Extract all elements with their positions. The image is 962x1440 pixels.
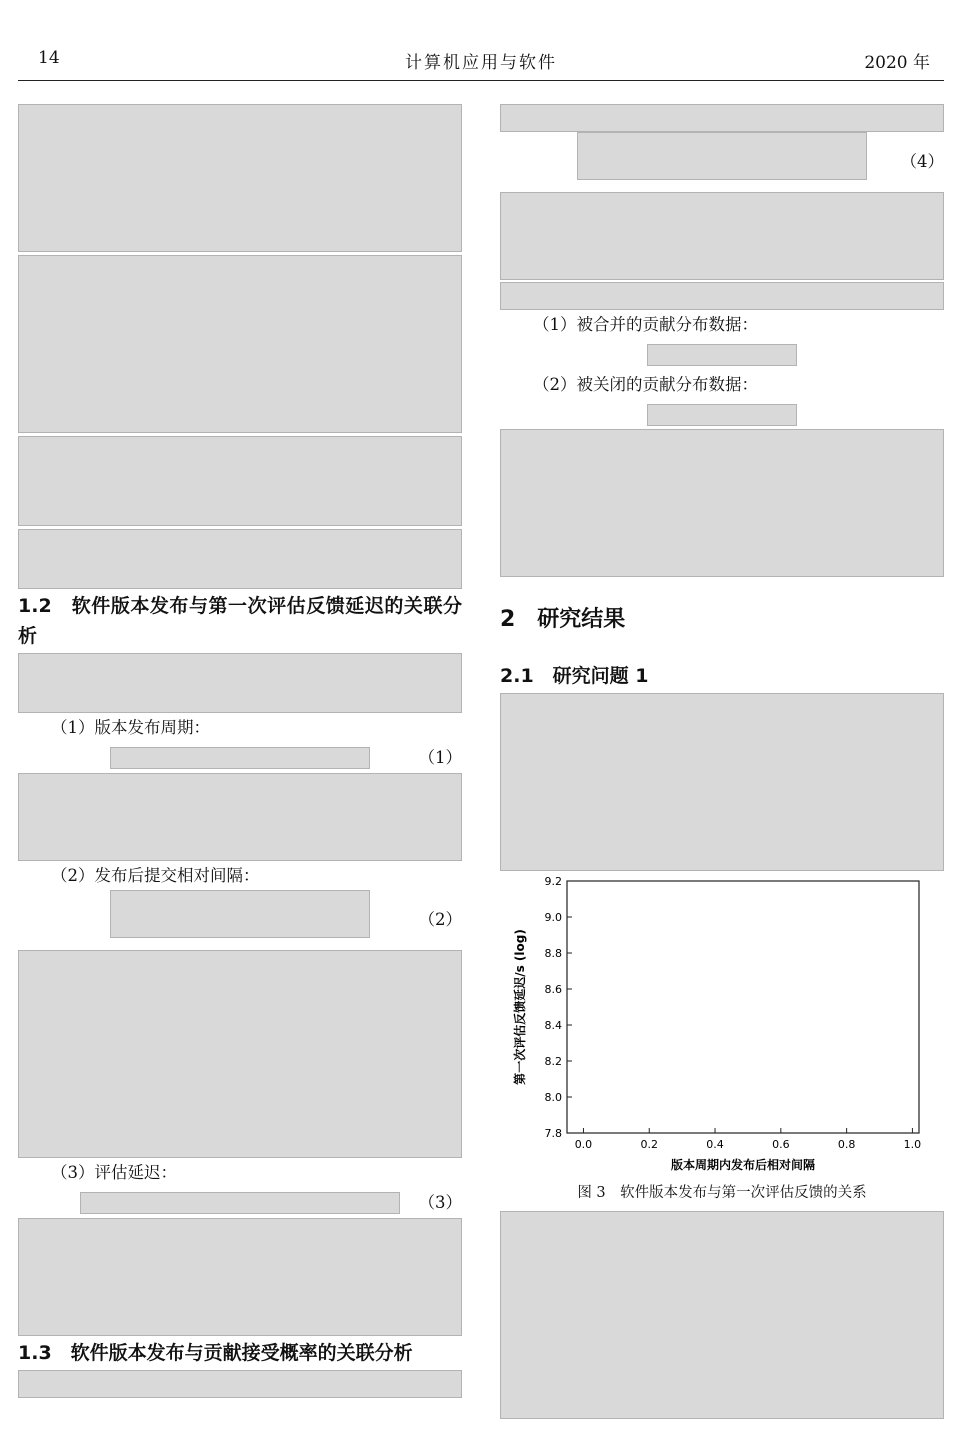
tuple-accepted [500,340,944,370]
paragraph-placeholder-1 [18,653,462,713]
page-number: 14 [38,48,60,68]
paragraph-placeholder-3 [18,950,462,1158]
y-tick-label: 8.2 [544,1055,562,1068]
figure-3-chart [500,871,944,1171]
y-tick-label: 8.8 [544,947,562,960]
y-ticks [545,875,573,1140]
section-heading-2-1: 2.1 研究问题 1 [500,665,649,687]
equation-1 [18,743,462,773]
equation-1-placeholder [110,747,370,769]
x-tick-label: 1.0 [903,1138,922,1151]
equation-3-number: （3） [418,1192,462,1212]
left-column [18,104,462,1398]
equation-1-number: （1） [418,747,462,767]
figure-caption: 图 3 软件版本发布与第一次评估反馈的关系 [577,1184,867,1201]
figure-3 [500,871,944,1211]
x-axis-label: 版本周期内发布后相对间隔 [670,1158,816,1171]
paragraph-placeholder-4 [18,1218,462,1336]
y-tick-label: 8.6 [544,983,562,996]
equation-3 [18,1188,462,1218]
plot-frame [567,881,919,1133]
journal-title: 计算机应用与软件 [405,53,557,73]
equation-2-number: （2） [418,910,462,929]
y-tick-label: 7.8 [544,1127,562,1140]
equation-3-placeholder [80,1192,400,1214]
paragraph-placeholder-6 [500,104,944,132]
x-tick-label: 0.0 [574,1138,593,1151]
x-tick-label: 0.6 [772,1138,790,1151]
y-tick-label: 9.2 [544,875,562,888]
equation-4 [500,132,944,192]
section-heading-1-2: 1.2 软件版本发布与第一次评估反馈延迟的关联分析 [18,595,462,647]
y-tick-label: 8.0 [544,1091,562,1104]
page-header [18,44,944,81]
definition-2: （2）发布后提交相对间隔： [51,865,260,885]
x-tick-label: 0.2 [640,1138,658,1151]
bullet-placeholder-1 [18,104,462,252]
paragraph-placeholder-5 [18,1370,462,1398]
definition-3: （3）评估延迟： [51,1163,177,1182]
paragraph-placeholder-10 [500,693,944,871]
bullet-placeholder-2 [18,255,462,433]
list-item-1: （1）被合并的贡献分布数据： [533,315,758,334]
list-item-2: （2）被关闭的贡献分布数据： [533,374,758,394]
tuple-rejected [500,399,944,429]
paragraph-placeholder-9 [500,429,944,577]
summary-placeholder [18,529,462,589]
paragraph-placeholder-2 [18,773,462,861]
definition-1: （1）版本发布周期： [51,718,210,737]
y-axis-label: 第一次评估反馈延迟/s (log) [513,929,527,1085]
equation-2-placeholder [110,890,370,938]
y-tick-label: 9.0 [544,911,562,924]
paragraph-placeholder-7 [500,192,944,280]
tuple-rejected-placeholder [647,404,797,426]
bullet-placeholder-3 [18,436,462,526]
x-tick-label: 0.4 [706,1138,724,1151]
tuple-accepted-placeholder [647,344,797,366]
x-ticks [575,1128,921,1151]
equation-2 [18,890,462,950]
x-tick-label: 0.8 [837,1138,856,1151]
y-tick-label: 8.4 [544,1019,562,1032]
paragraph-placeholder-11 [500,1211,944,1419]
section-heading-2: 2 研究结果 [500,607,626,632]
paragraph-placeholder-8 [500,282,944,310]
publication-year: 2020 年 [864,53,930,73]
equation-4-number: （4） [900,152,944,171]
right-column [500,104,944,1419]
equation-4-placeholder [577,132,867,180]
section-heading-1-3: 1.3 软件版本发布与贡献接受概率的关联分析 [18,1341,413,1364]
